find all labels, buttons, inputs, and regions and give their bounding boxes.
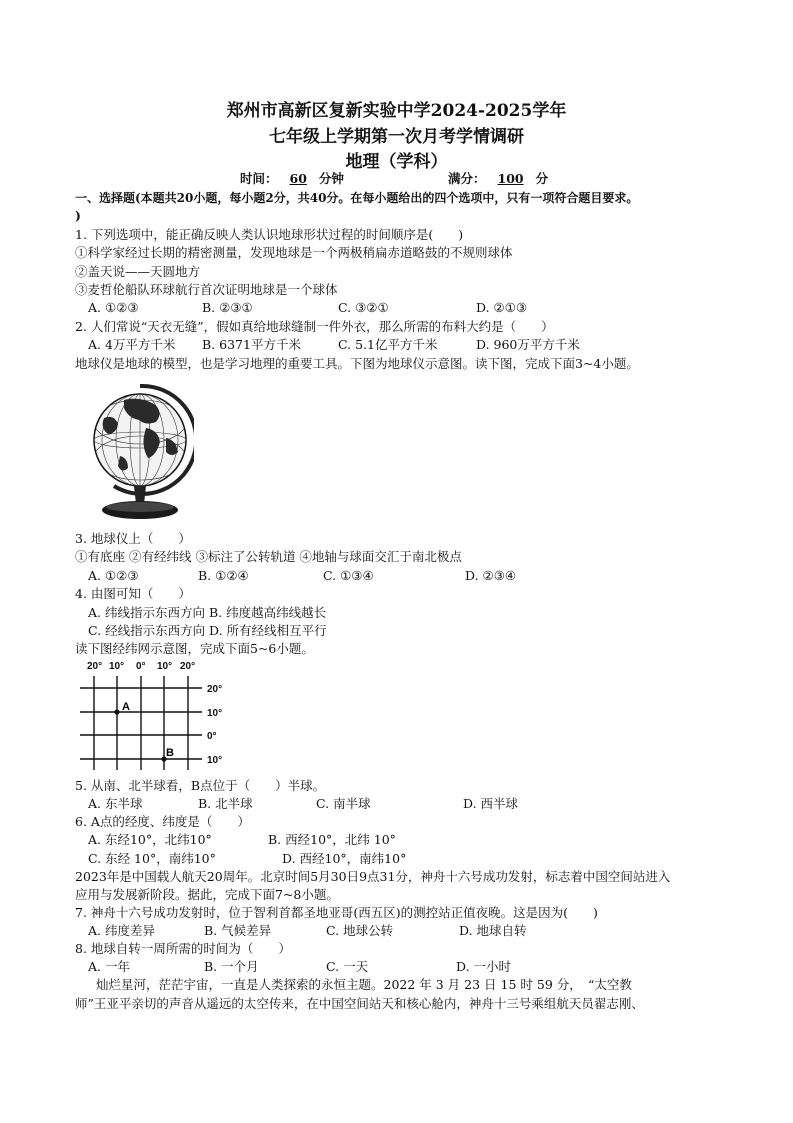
- score-label: 满分：: [448, 171, 486, 186]
- q3-statements: ①有底座 ②有经纬线 ③标注了公转轨道 ④地轴与球面交汇于南北极点: [75, 549, 462, 564]
- q7-option-c: C. 地球公转: [326, 923, 394, 938]
- latlon-grid-figure: [80, 658, 240, 770]
- globe-figure: [84, 378, 194, 526]
- q1-option-d: D. ②①③: [476, 300, 528, 315]
- q1-option-b: B. ②③①: [202, 300, 253, 315]
- lat-label-10s: 10°: [207, 755, 223, 766]
- q1-option-a: A. ①②③: [88, 300, 139, 315]
- q2-option-c: C. 5.1亿平方千米: [338, 337, 438, 352]
- q6-option-a: A. 东经10°，北纬10°: [88, 832, 212, 847]
- q6-stem: 6. A点的经度、纬度是（ ）: [75, 814, 250, 829]
- q6-option-b: B. 西经10°，北纬 10°: [268, 832, 396, 847]
- subject-title: 地理（学科）: [345, 152, 448, 172]
- lon-label-20e: 20°: [180, 661, 196, 672]
- intro-7-8-line1: 2023年是中国载人航天20周年。北京时间5月30日9点31分，神舟十六号成功发射，标志着中国空间站进入: [75, 869, 671, 884]
- intro-3-4: 地球仪是地球的模型，也是学习地理的重要工具。下图为地球仪示意图。读下图，完成下面3~4小题。: [75, 356, 639, 371]
- q4-options-ab: A. 纬线指示东西方向 B. 纬度越高纬线越长: [88, 605, 327, 620]
- lat-label-0: 0°: [207, 731, 217, 742]
- intro-5-6: 读下图经纬网示意图，完成下面5~6小题。: [75, 641, 314, 656]
- point-b-label: B: [166, 747, 174, 759]
- section1-heading: 一、选择题(本题共20小题，每小题2分，共40分。在每小题给出的四个选项中，只有一项符合题目要求。: [75, 191, 639, 205]
- section1-heading-end: ): [75, 208, 81, 223]
- q3-option-a: A. ①②③: [88, 568, 139, 583]
- q7-option-a: A. 纬度差异: [88, 923, 155, 938]
- lon-label-0: 0°: [136, 661, 146, 672]
- q7-option-b: B. 气候差异: [204, 923, 272, 938]
- q8-option-a: A. 一年: [88, 959, 130, 974]
- q6-option-d: D. 西经10°，南纬10°: [282, 851, 407, 866]
- passage-line2: 师”王亚平亲切的声音从遥远的太空传来，在中国空间站天和核心舱内，神舟十三号乘组航天员翟志刚、: [75, 996, 644, 1011]
- q2-stem: 2. 人们常说“天衣无缝”，假如真给地球缝制一件外衣，那么所需的布料大约是（ ）: [75, 319, 554, 334]
- q3-option-d: D. ②③④: [465, 568, 517, 583]
- q3-stem: 3. 地球仪上（ ）: [75, 531, 191, 546]
- score-line: [448, 170, 548, 188]
- lon-label-10w: 10°: [109, 661, 125, 672]
- score-unit: 分: [535, 171, 549, 186]
- q8-option-d: D. 一小时: [456, 959, 512, 974]
- q2-option-b: B. 6371平方千米: [202, 337, 301, 352]
- time-label: 时间：: [240, 171, 278, 186]
- q5-option-c: C. 南半球: [316, 796, 371, 811]
- q5-option-b: B. 北半球: [198, 796, 253, 811]
- q2-option-d: D. 960万平方千米: [476, 337, 580, 352]
- q8-option-b: B. 一个月: [204, 959, 259, 974]
- time-unit: 分钟: [318, 171, 344, 186]
- q6-option-c: C. 东经 10°，南纬10°: [88, 851, 216, 866]
- q8-option-c: C. 一天: [326, 959, 369, 974]
- q3-option-b: B. ①②④: [198, 568, 249, 583]
- q5-option-a: A. 东半球: [88, 796, 143, 811]
- q5-option-d: D. 西半球: [463, 796, 519, 811]
- q3-option-c: C. ①③④: [323, 568, 374, 583]
- q8-stem: 8. 地球自转一周所需的时间为（ ）: [75, 941, 291, 956]
- exam-title: 七年级上学期第一次月考学情调研: [269, 127, 524, 147]
- lon-label-20w: 20°: [87, 661, 103, 672]
- time-value: 60: [289, 171, 307, 186]
- point-a-marker: [114, 709, 119, 714]
- intro-7-8-line2: 应用与发展新阶段。据此，完成下面7~8小题。: [75, 887, 339, 902]
- q1-statement-1: ①科学家经过长期的精密测量，发现地球是一个两极稍扁赤道略鼓的不规则球体: [75, 245, 513, 260]
- time-line: [240, 170, 344, 188]
- q4-stem: 4. 由图可知（ ）: [75, 586, 191, 601]
- q5-stem: 5. 从南、北半球看，B点位于（ ）半球。: [75, 778, 326, 793]
- q1-stem: 1. 下列选项中，能正确反映人类认识地球形状过程的时间顺序是( ): [75, 227, 464, 242]
- score-value: 100: [497, 171, 524, 186]
- point-a-label: A: [122, 701, 130, 713]
- school-title: 郑州市高新区复新实验中学2024-2025学年: [226, 101, 567, 121]
- q1-statement-2: ②盖天说——天圆地方: [75, 264, 201, 279]
- q7-stem: 7. 神舟十六号成功发射时，位于智利首都圣地亚哥(西五区)的测控站正值夜晚。这是因为( ): [75, 905, 598, 920]
- lon-label-10e: 10°: [157, 661, 173, 672]
- q1-statement-3: ③麦哲伦船队环球航行首次证明地球是一个球体: [75, 282, 338, 297]
- q2-option-a: A. 4万平方千米: [88, 337, 176, 352]
- lat-label-20n: 20°: [207, 684, 223, 695]
- q4-options-cd: C. 经线指示东西方向 D. 所有经线相互平行: [88, 623, 327, 638]
- passage-line1: 灿烂星河，茫茫宇宙，一直是人类探索的永恒主题。2022 年 3 月 23 日 15 时 59 分， “太空教: [96, 977, 632, 992]
- q1-option-c: C. ③②①: [338, 300, 389, 315]
- q7-option-d: D. 地球自转: [459, 923, 527, 938]
- lat-label-10n: 10°: [207, 708, 223, 719]
